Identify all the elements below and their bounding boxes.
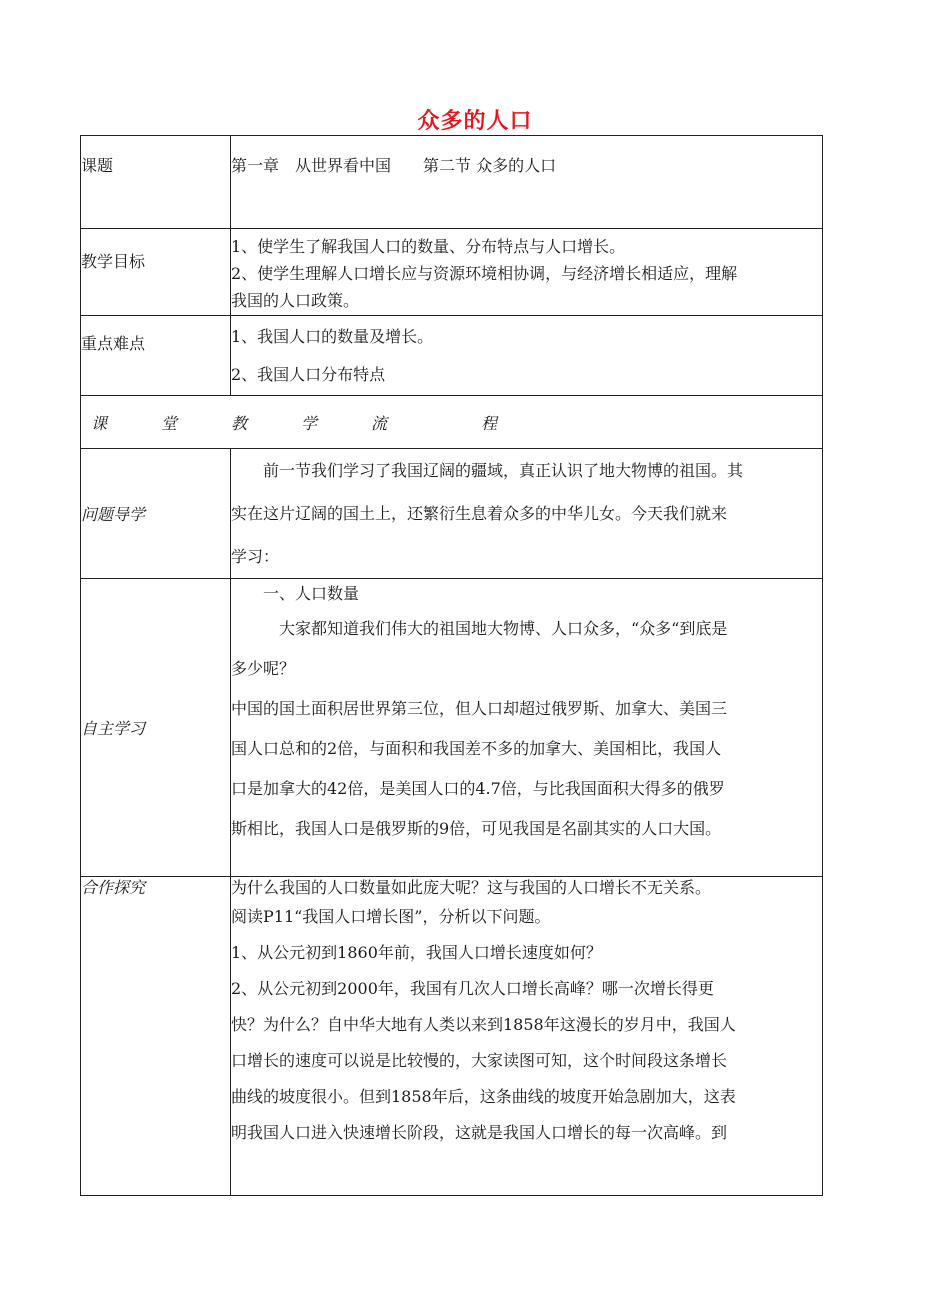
goals-line: 1、使学生了解我国人口的数量、分布特点与人口增长。 <box>231 237 626 256</box>
flow-char: 堂 <box>161 413 178 433</box>
row-topic <box>81 136 823 229</box>
selfstudy-line: 一、人口数量 <box>263 584 360 603</box>
selfstudy-label: 自主学习 <box>81 719 146 738</box>
keypoints-line: 2、我国人口分布特点 <box>231 365 386 384</box>
selfstudy-line: 斯相比，我国人口是俄罗斯的9倍，可见我国是名副其实的人口大国。 <box>231 819 722 838</box>
selfstudy-line: 国人口总和的2倍，与面积和我国差不多的加拿大、美国相比，我国人 <box>231 739 722 758</box>
flow-char: 教 <box>231 413 248 433</box>
flow-char: 课 <box>91 413 108 433</box>
guide-line: 前一节我们学习了我国辽阔的疆域，真正认识了地大物博的祖国。其 <box>263 461 744 480</box>
selfstudy-line: 多少呢？ <box>231 659 296 678</box>
selfstudy-line: 大家都知道我们伟大的祖国地大物博、人口众多，“众多“到底是 <box>279 619 728 638</box>
class-flow-heading <box>81 396 823 449</box>
topic-label: 课题 <box>81 156 114 175</box>
guide-content-cell <box>231 449 823 579</box>
selfstudy-content-cell <box>231 579 823 877</box>
goals-label: 教学目标 <box>81 252 146 271</box>
row-class-flow <box>81 396 823 449</box>
row-self-study <box>81 579 823 877</box>
row-problem-guide <box>81 449 823 579</box>
flow-char: 学 <box>301 413 318 433</box>
inquiry-line: 阅读P11“我国人口增长图”，分析以下问题。 <box>231 907 551 926</box>
flow-char: 程 <box>481 413 498 433</box>
goals-line: 我国的人口政策。 <box>231 291 360 310</box>
inquiry-line: 明我国人口进入快速增长阶段，这就是我国人口增长的每一次高峰。到 <box>231 1123 728 1142</box>
goals-content-cell <box>231 229 823 316</box>
keypoints-line: 1、我国人口的数量及增长。 <box>231 327 434 346</box>
lesson-plan-table <box>80 135 823 1196</box>
guide-line: 实在这片辽阔的国土上，还繁衍生息着众多的中华儿女。今天我们就来 <box>231 504 728 523</box>
row-cooperative-inquiry <box>81 877 823 1196</box>
guide-line: 学习： <box>231 547 280 566</box>
row-key-points <box>81 316 823 396</box>
goals-line: 2、使学生理解人口增长应与资源环境相协调，与经济增长相适应，理解 <box>231 264 738 283</box>
guide-label-cell <box>81 449 231 579</box>
inquiry-content-cell <box>231 877 823 1196</box>
selfstudy-line: 口是加拿大的42倍，是美国人口的4.7倍，与比我国面积大得多的俄罗 <box>231 779 725 798</box>
guide-label: 问题导学 <box>81 505 146 524</box>
selfstudy-label-cell <box>81 579 231 877</box>
inquiry-label: 合作探究 <box>81 878 146 897</box>
keypoints-label-cell <box>81 316 231 396</box>
topic-content-cell <box>231 136 823 229</box>
inquiry-line: 1、从公元初到1860年前，我国人口增长速度如何？ <box>231 943 602 962</box>
inquiry-label-cell <box>81 877 231 1196</box>
inquiry-line: 曲线的坡度很小。但到1858年后，这条曲线的坡度开始急剧加大，这表 <box>231 1087 736 1106</box>
inquiry-line: 口增长的速度可以说是比较慢的，大家读图可知，这个时间段这条增长 <box>231 1051 728 1070</box>
inquiry-line: 快？为什么？自中华大地有人类以来到1858年这漫长的岁月中，我国人 <box>231 1015 736 1034</box>
keypoints-label: 重点难点 <box>81 334 146 353</box>
topic-label-cell <box>81 136 231 229</box>
goals-label-cell <box>81 229 231 316</box>
inquiry-line: 为什么我国的人口数量如此庞大呢？这与我国的人口增长不无关系。 <box>231 878 712 897</box>
inquiry-line: 2、从公元初到2000年，我国有几次人口增长高峰？哪一次增长得更 <box>231 979 714 998</box>
row-teaching-goals <box>81 229 823 316</box>
topic-content: 第一章 从世界看中国 第二节 众多的人口 <box>231 156 557 175</box>
selfstudy-line: 中国的国土面积居世界第三位，但人口却超过俄罗斯、加拿大、美国三 <box>231 699 728 718</box>
page-title: 众多的人口 <box>417 108 533 134</box>
keypoints-content-cell <box>231 316 823 396</box>
flow-char: 流 <box>371 413 388 433</box>
